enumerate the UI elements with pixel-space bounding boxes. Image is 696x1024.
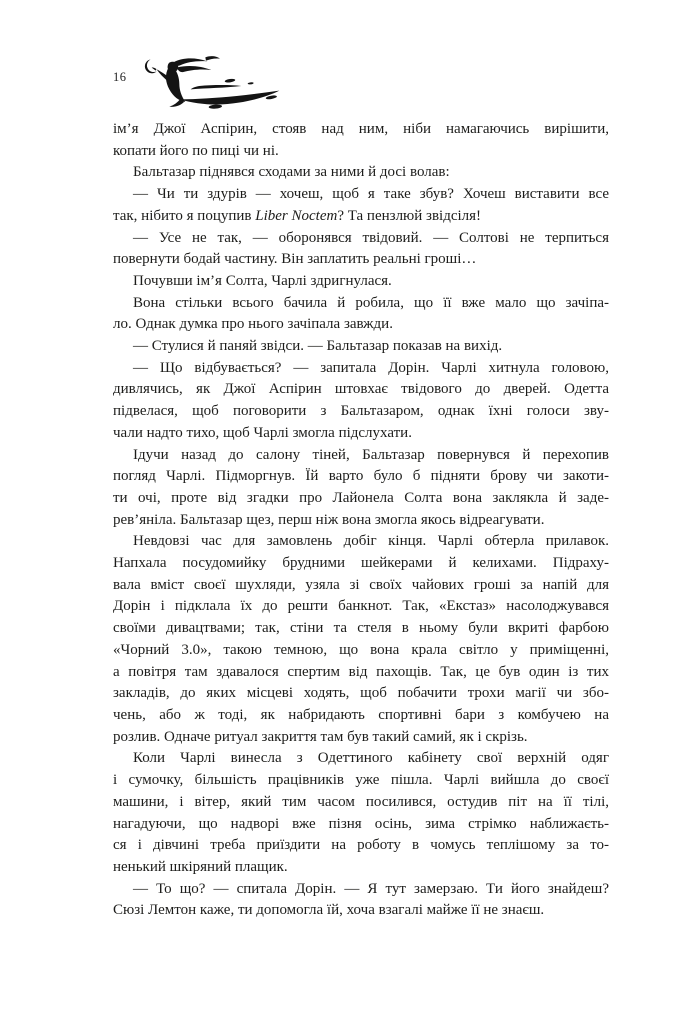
text-line: Дорін і підклала їх до решти банкнот. Так, «Екстаз» насолоджувався <box>113 598 609 615</box>
text-line: ти очі, проте від згадки про Лайонела Солта вона заклякла й заде- <box>113 489 609 506</box>
text-line: погляд Чарлі. Підморгнув. Їй варто було б підняти брову чи закоти- <box>113 468 609 485</box>
paragraph <box>113 879 609 922</box>
text-line: Коли Чарлі винесла з Одеттиного кабінету свої верхній одяг <box>133 750 609 767</box>
text-line: — Що відбувається? — запитала Дорін. Чарлі хитнула головою, <box>133 359 609 376</box>
text-line: «Чорний 3.0», такою темною, що вона крала світло у приміщенні, <box>113 641 609 658</box>
text-line: — Усе не так, — оборонявся твідовий. — Солтові не терпиться <box>133 229 609 246</box>
text-line: Ідучи назад до салону тіней, Бальтазар повернувся й перехопив <box>133 446 609 463</box>
text-line: Невдовзі час для замовлень добіг кінця. Чарлі обтерла прилавок. <box>133 533 609 550</box>
text-line: Вона стільки всього бачила й робила, що її вже мало що зачіпа- <box>133 294 609 311</box>
text-line: машини, і вітер, який тим часом посилився, остудив піт на її тілі, <box>113 793 609 810</box>
text-line: копати його по пиці чи ні. <box>113 142 279 159</box>
body-text <box>113 119 609 922</box>
text-line: так, нібито я поцупив Liber Noctem? Та пензлюй звідсіля! <box>113 207 482 224</box>
text-line: чень, або ж тоді, як набридають спортивні бари з комбучею на <box>113 706 609 723</box>
text-line: ло. Однак думка про нього зачіпала завжди. <box>113 316 393 333</box>
text-line: — Стулися й паняй звідси. — Бальтазар показав на вихід. <box>133 338 503 355</box>
paragraph <box>113 119 609 162</box>
text-line: Бальтазар піднявся сходами за ними й досі волав: <box>133 164 450 181</box>
paragraph <box>113 748 609 878</box>
page-number: 16 <box>113 70 127 84</box>
paragraph <box>113 184 609 227</box>
text-line: розлив. Одначе ритуал закриття там був такий самий, як і скрізь. <box>113 728 528 745</box>
text-line: повернути бодай частину. Він заплатить реальні гроші… <box>113 251 477 268</box>
text-line: Напхала посудомийку брудними шейкерами й келихами. Підраху- <box>113 555 609 572</box>
paragraph <box>113 228 609 271</box>
text-line: Почувши ім’я Солта, Чарлі здригнулася. <box>133 272 392 289</box>
text-line: дивлячись, як Джої Аспірин штовхає твідового до дверей. Одетта <box>113 381 609 398</box>
text-line: своїми дивацтвами; так, стіни та стеля в ньому були вкриті фарбою <box>113 620 609 637</box>
text-line: ім’я Джої Аспірин, стояв над ним, ніби намагаючись вирішити, <box>113 121 609 137</box>
paragraph <box>113 445 609 532</box>
text-line: — Чи ти здурів — хочеш, щоб я таке збув? Хочеш виставити все <box>133 186 609 203</box>
text-line: чали надто тихо, щоб Чарлі змогла підслухати. <box>113 424 412 441</box>
text-line: підвелася, щоб поговорити з Бальтазаром, однак їхні голоси зву- <box>113 403 609 420</box>
text-line: Сюзі Лемтон каже, ти допомогла їй, хоча взагалі майже її не знаєш. <box>113 902 545 919</box>
text-line: ненький шкіряний плащик. <box>113 858 288 875</box>
text-line: закладів, до яких місцеві ходять, щоб побачити трохи магії чи збо- <box>113 685 609 702</box>
paragraph <box>113 293 609 336</box>
text-line: і сумочку, більшість працівників уже пішла. Чарлі вийшла до своєї <box>113 772 609 789</box>
text-line: ся і дівчині треба приїздити на роботу в чомусь теплішому за то- <box>113 837 609 854</box>
paragraph <box>113 336 609 358</box>
text-line: — То що? — спитала Дорін. — Я тут замерзаю. Ти його знайдеш? <box>133 880 609 897</box>
text-line: вала вміст своєї шухляди, узяла зі своїх чайових гроші за напій для <box>113 576 609 593</box>
text-line: рев’яніла. Бальтазар щез, перш ніж вона змогла якось відреагувати. <box>113 511 545 528</box>
text-line: нагадуючи, що надворі вже пізня осінь, зима стрімко наближаєть- <box>113 815 609 832</box>
paragraph <box>113 358 609 445</box>
flying-witch-ink-flourish-icon <box>130 50 282 114</box>
paragraph <box>113 162 609 184</box>
text-line: а повітря там здавалося спертим від пахощів. Так, це був один із тих <box>113 663 609 680</box>
paragraph <box>113 531 609 748</box>
paragraph <box>113 271 609 293</box>
